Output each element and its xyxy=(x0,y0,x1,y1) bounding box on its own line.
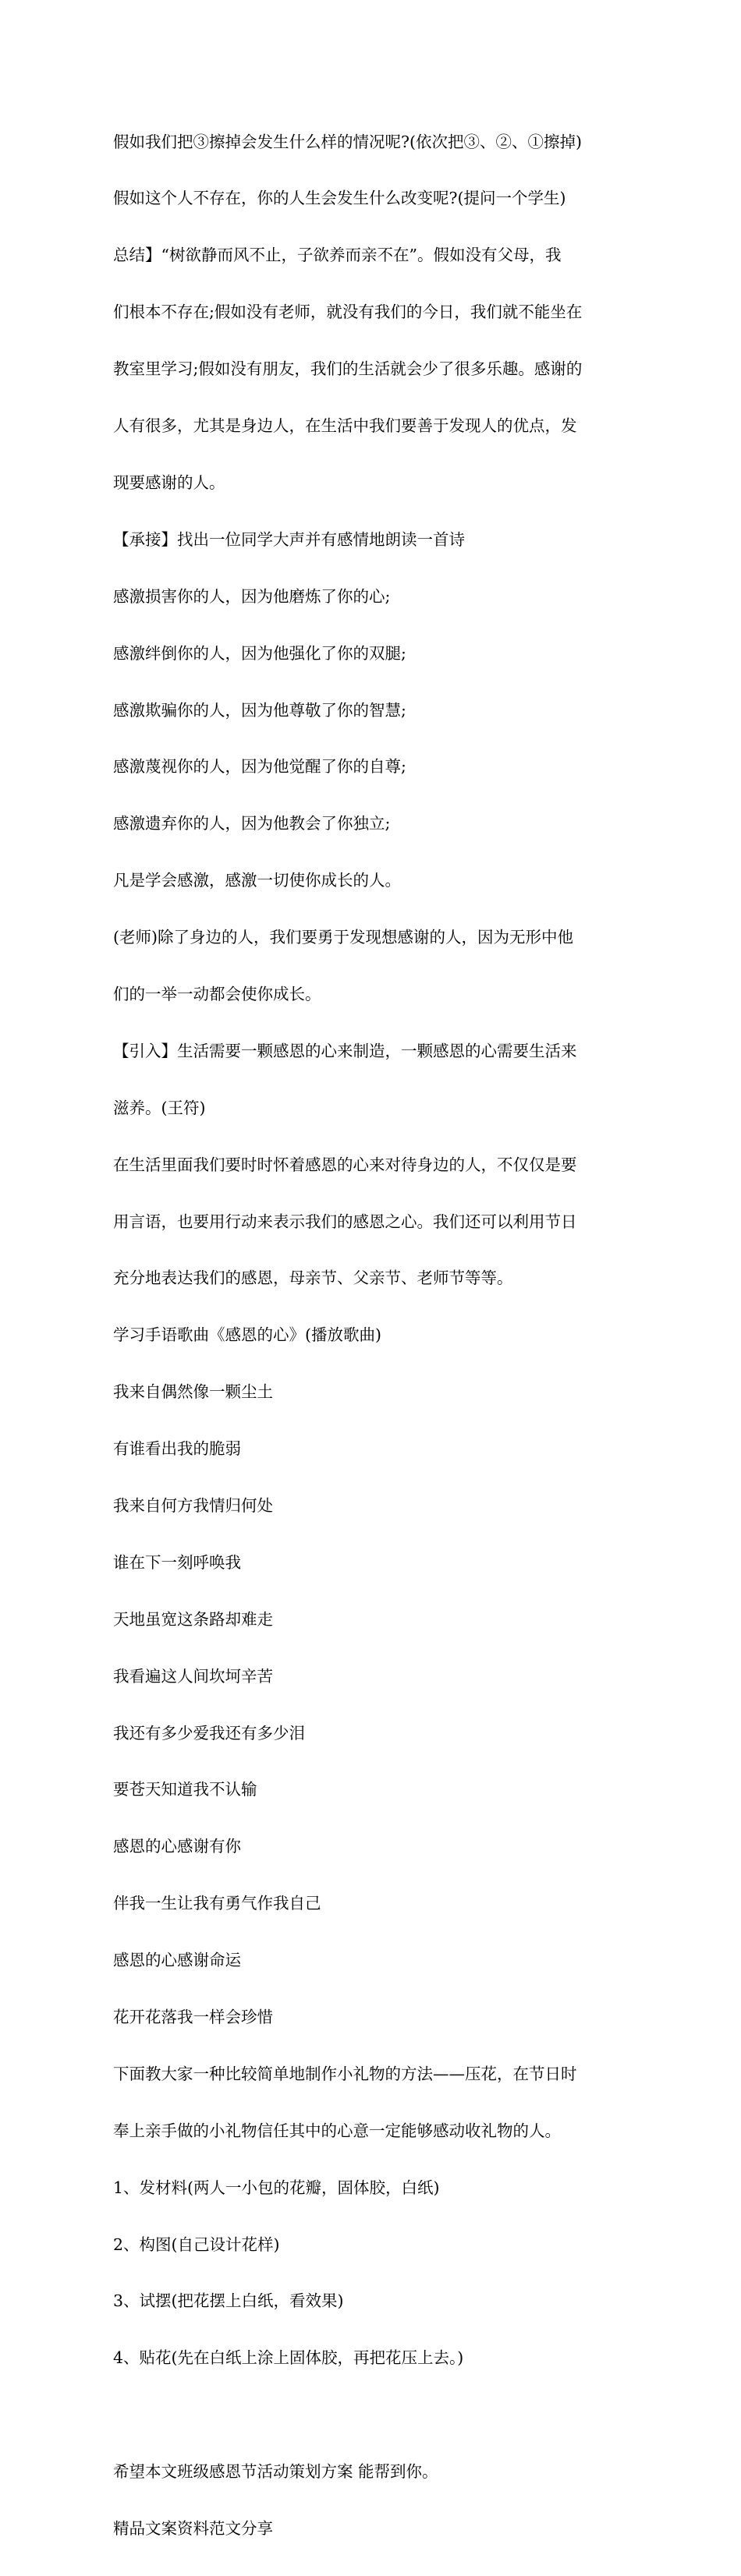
text-line: 感激遗弃你的人，因为他教会了你独立; xyxy=(113,814,391,833)
text-line: 花开花落我一样会珍惜 xyxy=(113,2007,273,2026)
text-line: 我来自偶然像一颗尘土 xyxy=(113,1382,273,1402)
text-line: 感激欺骗你的人，因为他尊敬了你的智慧; xyxy=(113,700,406,720)
text-line: 假如这个人不存在，你的人生会发生什么改变呢?(提问一个学生) xyxy=(113,189,566,208)
text-line: 假如我们把③擦掉会发生什么样的情况呢?(依次把③、②、①擦掉) xyxy=(113,132,582,151)
text-line: 滋养。(王符) xyxy=(113,1098,206,1117)
text-line: 感激蔑视你的人，因为他觉醒了你的自尊; xyxy=(113,757,406,777)
text-line: 感激损害你的人，因为他磨炼了你的心; xyxy=(113,586,391,606)
text-line: 用言语，也要用行动来表示我们的感恩之心。我们还可以利用节日 xyxy=(113,1212,577,1231)
text-line: 学习手语歌曲《感恩的心》(播放歌曲) xyxy=(113,1325,381,1345)
text-line: 们根本不存在;假如没有老师，就没有我们的今日，我们就不能坐在 xyxy=(113,303,583,322)
text-line: 天地虽宽这条路却难走 xyxy=(113,1609,273,1629)
text-line: 1、发材料(两人一小包的花瓣，固体胶，白纸) xyxy=(113,2178,440,2197)
text-line: 感激绊倒你的人，因为他强化了你的双腿; xyxy=(113,643,406,663)
document-body xyxy=(113,94,644,2576)
text-line: 要苍天知道我不认输 xyxy=(113,1780,257,1799)
text-line: 奉上亲手做的小礼物信任其中的心意一定能够感动收礼物的人。 xyxy=(113,2121,561,2140)
text-line: 精品文案资料范文分享 xyxy=(113,2519,273,2538)
text-line: 【承接】找出一位同学大声并有感情地朗读一首诗 xyxy=(113,529,465,549)
text-line: 们的一举一动都会使你成长。 xyxy=(113,984,321,1003)
text-line: 教室里学习;假如没有朋友，我们的生活就会少了很多乐趣。感谢的 xyxy=(113,359,583,379)
text-line: 凡是学会感激，感激一切使你成长的人。 xyxy=(113,871,401,890)
text-line: 3、试摆(把花摆上白纸，看效果) xyxy=(113,2291,344,2311)
text-line: 伴我一生让我有勇气作我自己 xyxy=(113,1894,321,1913)
text-line: 下面教大家一种比较简单地制作小礼物的方法——压花，在节日时 xyxy=(113,2064,577,2083)
text-line: 谁在下一刻呼唤我 xyxy=(113,1552,241,1572)
text-line: 希望本文班级感恩节活动策划方案 能帮到你。 xyxy=(113,2462,438,2482)
blank-line xyxy=(113,2405,644,2424)
text-line: (老师)除了身边的人，我们要勇于发现想感谢的人，因为无形中他 xyxy=(113,928,573,947)
text-line: 在生活里面我们要时时怀着感恩的心来对待身边的人，不仅仅是要 xyxy=(113,1155,577,1174)
text-line: 现要感谢的人。 xyxy=(113,472,225,492)
text-line: 我还有多少爱我还有多少泪 xyxy=(113,1723,305,1743)
text-line: 感恩的心感谢命运 xyxy=(113,1951,241,1970)
text-line: 4、贴花(先在白纸上涂上固体胶，再把花压上去。) xyxy=(113,2348,464,2368)
text-line: 有谁看出我的脆弱 xyxy=(113,1439,241,1459)
text-line: 2、构图(自己设计花样) xyxy=(113,2235,280,2254)
text-line: 人有很多，尤其是身边人，在生活中我们要善于发现人的优点，发 xyxy=(113,416,577,436)
text-line: 总结】“树欲静而风不止，子欲养而亲不在”。假如没有父母，我 xyxy=(113,246,562,265)
text-line: 充分地表达我们的感恩，母亲节、父亲节、老师节等等。 xyxy=(113,1269,513,1288)
text-line: 我来自何方我情归何处 xyxy=(113,1495,273,1515)
text-line: 感恩的心感谢有你 xyxy=(113,1837,241,1856)
text-line: 【引入】生活需要一颗感恩的心来制造，一颗感恩的心需要生活来 xyxy=(113,1041,577,1060)
text-line: 我看遍这人间坎坷辛苦 xyxy=(113,1666,273,1686)
